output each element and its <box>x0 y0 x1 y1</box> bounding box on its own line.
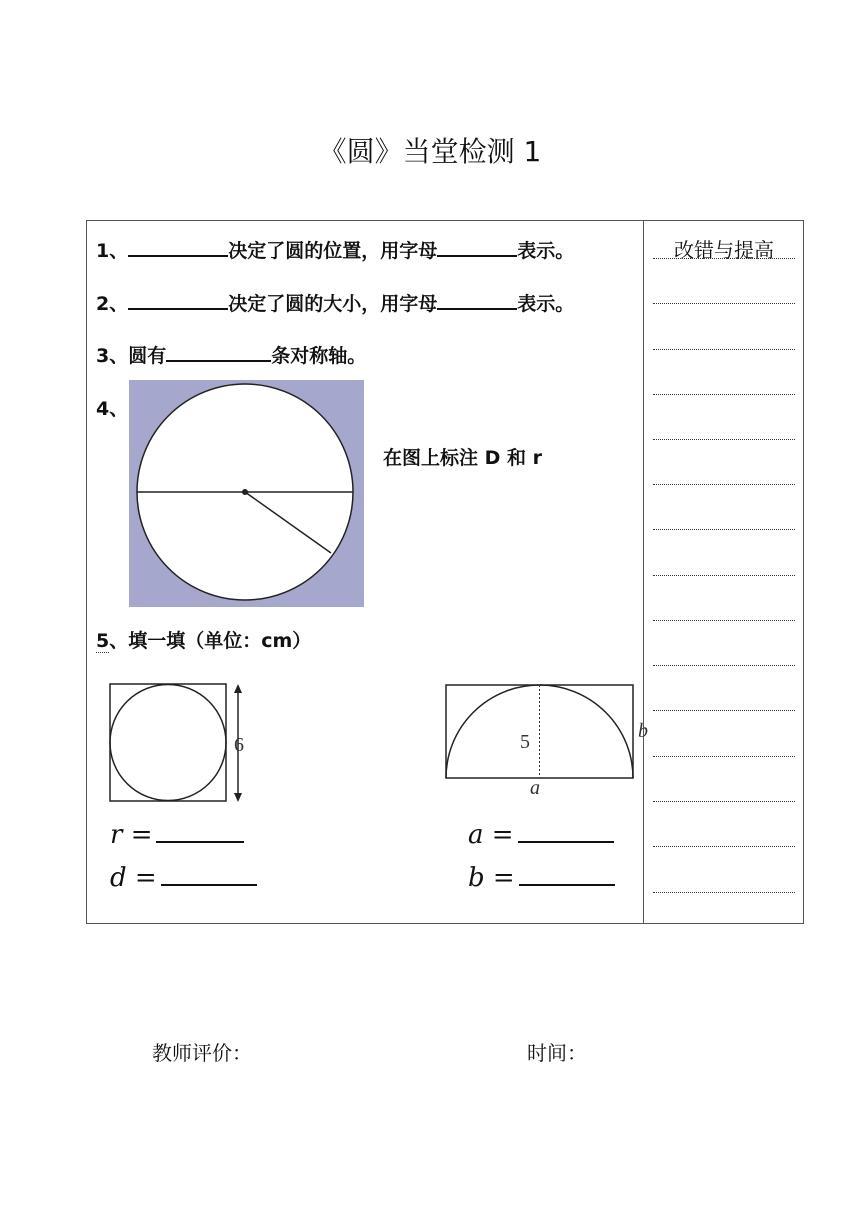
question-text: 3、圆有 <box>96 345 167 367</box>
question-2 <box>96 289 574 316</box>
correction-line <box>653 665 795 666</box>
question-4-number: 4、 <box>96 398 129 420</box>
height-label: 5 <box>520 731 530 753</box>
answer-blank[interactable] <box>161 864 257 886</box>
arrow-up-icon <box>234 684 242 693</box>
equation-label: d = <box>110 863 157 893</box>
question-text: 、填一填（单位：cm） <box>109 630 312 652</box>
teacher-evaluation-label: 教师评价： <box>152 1041 252 1065</box>
page-title: 《圆》当堂检测 1 <box>318 135 542 168</box>
center-point <box>242 489 248 495</box>
question-5 <box>96 626 311 653</box>
question-number: 1、 <box>96 240 129 262</box>
answer-blank[interactable] <box>437 290 517 310</box>
circle-in-square-figure <box>106 680 256 806</box>
side-length-label: 6 <box>234 734 244 756</box>
time-label: 时间： <box>527 1041 587 1065</box>
answer-blank[interactable] <box>518 821 614 843</box>
bottom-label: a <box>530 777 540 799</box>
correction-line <box>653 846 795 847</box>
circle-diagram[interactable] <box>129 380 364 607</box>
inscribed-circle <box>110 685 226 801</box>
correction-line <box>653 258 795 259</box>
correction-line <box>653 892 795 893</box>
b-equation <box>468 863 615 893</box>
diameter-equation <box>110 863 257 893</box>
column-divider <box>643 220 644 924</box>
correction-line <box>653 349 795 350</box>
correction-line <box>653 756 795 757</box>
question-3 <box>96 341 366 368</box>
correction-line <box>653 801 795 802</box>
answer-blank[interactable] <box>437 237 517 257</box>
question-text: 表示。 <box>517 240 575 262</box>
arrow-down-icon <box>234 793 242 802</box>
correction-line <box>653 484 795 485</box>
correction-line <box>653 529 795 530</box>
question-number: 5 <box>96 630 110 652</box>
question-text: 表示。 <box>517 293 575 315</box>
equation-label: a = <box>468 820 514 850</box>
radius-equation <box>110 820 244 850</box>
correction-line <box>653 620 795 621</box>
equation-label: r = <box>110 820 153 850</box>
side-label: b <box>638 720 648 742</box>
answer-blank[interactable] <box>128 237 228 257</box>
sidebar-title: 改错与提高 <box>674 238 774 262</box>
correction-line <box>653 394 795 395</box>
a-equation <box>468 820 614 850</box>
answer-blank[interactable] <box>128 290 228 310</box>
equation-label: b = <box>468 863 515 893</box>
question-1 <box>96 236 574 263</box>
correction-line <box>653 303 795 304</box>
question-text: 决定了圆的大小，用字母 <box>228 293 438 315</box>
question-text: 决定了圆的位置，用字母 <box>228 240 438 262</box>
answer-blank[interactable] <box>519 864 615 886</box>
answer-blank[interactable] <box>166 342 271 362</box>
correction-line <box>653 575 795 576</box>
semicircle-figure <box>440 680 660 800</box>
answer-blank[interactable] <box>156 821 244 843</box>
question-text: 条对称轴。 <box>271 345 367 367</box>
correction-line <box>653 439 795 440</box>
diagram-instruction: 在图上标注 D 和 r <box>383 447 542 469</box>
correction-line <box>653 710 795 711</box>
question-number: 2、 <box>96 293 129 315</box>
